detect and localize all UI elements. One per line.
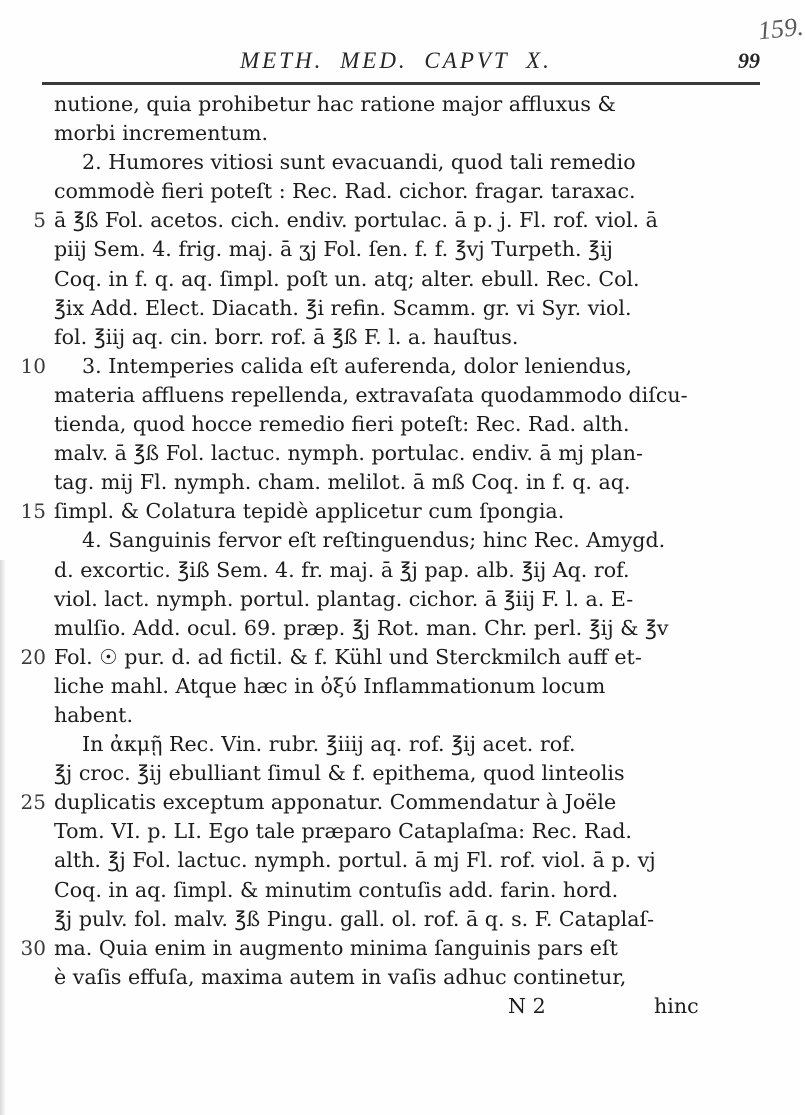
signature-line xyxy=(54,992,766,1021)
text-line xyxy=(54,876,766,905)
body-text xyxy=(20,90,766,1021)
text-line xyxy=(54,905,766,934)
text-line xyxy=(54,585,766,614)
line-text: piij Sem. 4. frig. maj. ā ʒj Fol. ſen. f. f. ℥vj Turpeth. ℥ij xyxy=(54,237,613,262)
line-text: Coq. in aq. ſimpl. & minutim contuſis add. farin. hord. xyxy=(54,877,619,902)
line-text: è vaſis effuſa, maxima autem in vaſis adhuc continetur, xyxy=(54,964,627,989)
running-head-title: METH. MED. CAPVT X. xyxy=(240,48,552,73)
text-line xyxy=(54,468,766,497)
line-text: duplicatis exceptum apponatur. Commendatur à Joële xyxy=(54,790,617,815)
line-text: ma. Quia enim in augmento minima ſanguinis pars eſt xyxy=(54,935,618,960)
text-line xyxy=(54,177,766,206)
text-line xyxy=(54,235,766,264)
header-rule xyxy=(42,82,760,85)
text-line xyxy=(54,381,766,410)
text-line xyxy=(54,294,766,323)
line-text: d. excortic. ℥iß Sem. 4. fr. maj. ā ℥j pap. alb. ℥ij Aq. rof. xyxy=(54,557,630,582)
line-text: tag. mij Fl. nymph. cham. melilot. ā mß Coq. in f. q. aq. xyxy=(54,470,631,495)
line-text: ſimpl. & Colatura tepidè applicetur cum ſpongia. xyxy=(54,499,565,524)
line-text: fol. ℥iij aq. cin. borr. rof. ā ℥ß F. l. a. hauſtus. xyxy=(54,324,519,349)
line-text: ℥ix Add. Elect. Diacath. ℥i refin. Scamm. gr. vi Syr. viol. xyxy=(54,295,632,320)
running-head xyxy=(240,48,760,82)
line-text: Fol. ☉ pur. d. ad fictil. & f. Kühl und Sterckmilch auff et- xyxy=(54,644,642,669)
line-text: morbi incrementum. xyxy=(54,121,269,146)
text-line xyxy=(54,90,766,119)
signature-mark: N 2 xyxy=(508,993,546,1018)
text-line xyxy=(54,846,766,875)
line-text: Coq. in f. q. aq. ſimpl. poſt un. atq; alter. ebull. Rec. Col. xyxy=(54,266,640,291)
text-line xyxy=(54,672,766,701)
text-line xyxy=(54,265,766,294)
catchword: hinc xyxy=(654,993,699,1018)
text-line xyxy=(54,963,766,992)
text-line xyxy=(54,439,766,468)
text-line xyxy=(54,701,766,730)
line-text: materia affluens repellenda, extravaſata quodammodo diſcu- xyxy=(54,382,688,407)
line-text: 2. Humores vitiosi sunt evacuandi, quod tali remedio xyxy=(82,150,636,175)
text-line xyxy=(54,323,766,352)
line-text: tienda, quod hocce remedio fieri poteſt: Rec. Rad. alth. xyxy=(54,412,630,437)
line-number: 10 xyxy=(20,353,46,378)
line-text: 4. Sanguinis fervor eſt reſtinguendus; hinc Rec. Amygd. xyxy=(82,528,666,553)
text-line xyxy=(54,410,766,439)
page-number: 99 xyxy=(738,48,760,73)
text-line xyxy=(54,526,766,555)
line-text: habent. xyxy=(54,702,133,727)
page-edge-shadow xyxy=(0,560,6,1115)
text-line xyxy=(33,206,766,235)
line-text: viol. lact. nymph. portul. plantag. cichor. ā ℥iij F. l. a. E- xyxy=(54,586,634,611)
line-number: 5 xyxy=(33,208,46,233)
text-line xyxy=(20,497,766,526)
text-line xyxy=(20,352,766,381)
text-line xyxy=(54,817,766,846)
folio-mark: 159. xyxy=(756,11,805,46)
text-line xyxy=(20,643,766,672)
text-line xyxy=(54,759,766,788)
text-line xyxy=(20,788,766,817)
line-text: Tom. VI. p. LI. Ego tale præparo Cataplaſma: Rec. Rad. xyxy=(54,819,632,844)
line-text: ā ℥ß Fol. acetos. cich. endiv. portulac. ā p. j. Fl. rof. viol. ā xyxy=(54,208,658,233)
text-line xyxy=(54,119,766,148)
line-text: In ἀκμῇ Rec. Vin. rubr. ℥iiij aq. rof. ℥ij acet. rof. xyxy=(82,732,576,757)
text-line xyxy=(54,148,766,177)
text-line xyxy=(54,730,766,759)
line-text: nutione, quia prohibetur hac ratione major affluxus & xyxy=(54,92,616,116)
line-number: 20 xyxy=(20,644,46,669)
text-line xyxy=(54,556,766,585)
line-number: 30 xyxy=(20,935,46,960)
line-text: malv. ā ℥ß Fol. lactuc. nymph. portulac. endiv. ā mj plan- xyxy=(54,441,643,466)
line-text: ℥j pulv. fol. malv. ℥ß Pingu. gall. ol. rof. ā q. s. F. Cataplaſ- xyxy=(54,906,655,931)
line-text: 3. Intemperies calida eſt auferenda, dolor leniendus, xyxy=(82,353,633,378)
line-number: 25 xyxy=(20,790,46,815)
line-text: ℥j croc. ℥ij ebulliant ſimul & f. epithema, quod linteolis xyxy=(54,761,625,786)
line-number: 15 xyxy=(20,499,46,524)
line-text: mulſio. Add. ocul. 69. præp. ℥j Rot. man. Chr. perl. ℥ij & ℥v xyxy=(54,615,669,640)
text-line xyxy=(54,614,766,643)
text-line xyxy=(20,934,766,963)
line-text: liche mahl. Atque hæc in ὀξύ Inflammationum locum xyxy=(54,673,606,698)
line-text: alth. ℥j Fol. lactuc. nymph. portul. ā mj Fl. rof. viol. ā p. vj xyxy=(54,848,656,873)
line-text: commodè fieri poteſt : Rec. Rad. cichor. fragar. taraxac. xyxy=(54,179,636,204)
